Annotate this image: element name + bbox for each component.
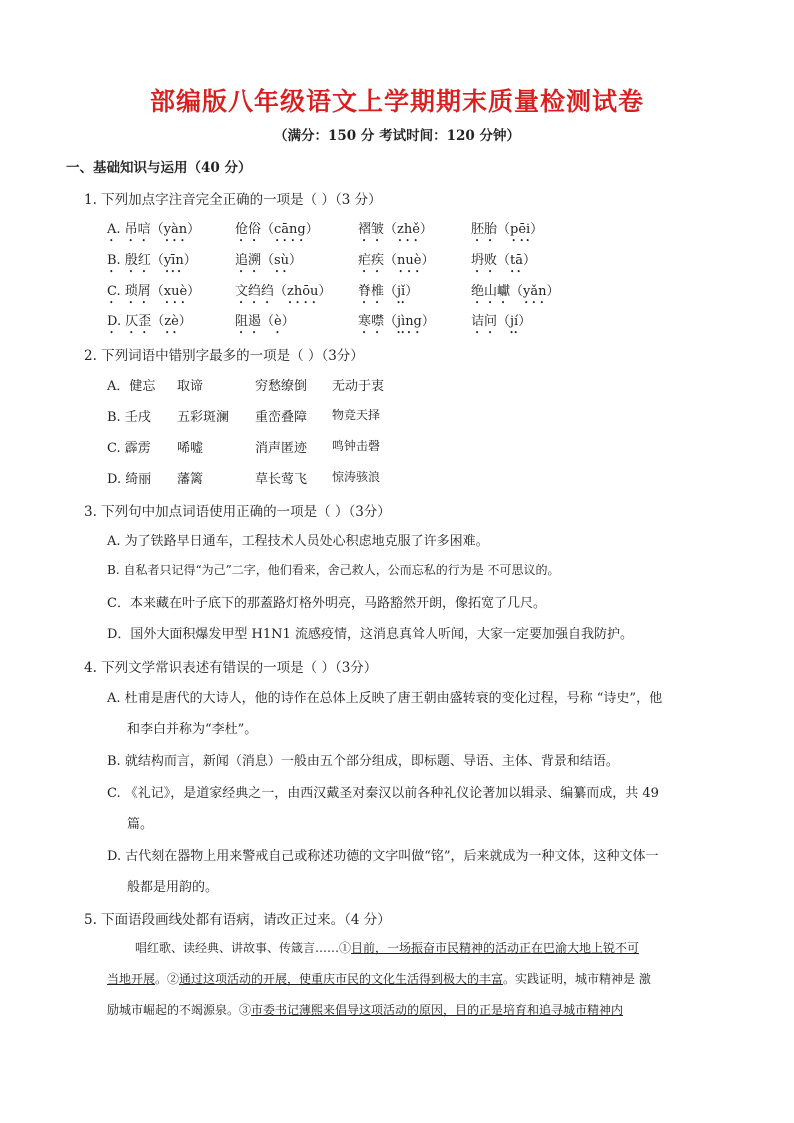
- q4-option-b: B. 就结构而言，新闻（消息）一般由五个部分组成，即标题、导语、主体、背景和结语。: [107, 754, 619, 769]
- q1-a-3: 褶皱（zhě）: [358, 222, 433, 237]
- q5-passage-line1: [135, 939, 639, 956]
- q5-underlined-3: 市委书记薄熙来倡导这项活动的原因，目的正是培育和追寻城市精神内: [251, 1003, 624, 1017]
- q5-underlined-1: 目前，一场振奋市民精神的活动正在巴渝大地上锐不可: [351, 941, 640, 955]
- q2-a-4: 无动于衷: [332, 379, 385, 394]
- q1-d-2: 阻遏（è）: [235, 314, 295, 329]
- q1-c-3: 脊椎（jǐ）: [358, 284, 419, 299]
- q5-text: 唱红歌、读经典、讲故事、传箴言……①: [135, 941, 352, 955]
- q5-underlined-2: 通过这项活动的开展，使重庆市民的文化生活得到极大的丰富: [179, 972, 504, 986]
- q2-c-2: 唏嘘: [177, 441, 204, 456]
- q2-b-4: 物竞天择: [332, 408, 381, 422]
- question-1-stem: 1. 下列加点字注音完全正确的一项是（ ）（3 分）: [84, 192, 382, 208]
- q1-a-2: 伧俗（cāng）: [235, 222, 319, 237]
- q3-option-b: B. 自私者只记得“为己”二字，他们看来，舍己救人，公而忘私的行为是 不可思议的。: [107, 563, 560, 577]
- q1-c-1: C. 琐屑（xuè）: [107, 284, 201, 299]
- page-title: 部编版八年级语文上学期期末质量检测试卷: [149, 87, 644, 116]
- q1-a-4: 胚胎（pēi）: [471, 222, 544, 237]
- q5-text: 。②: [155, 972, 180, 986]
- q5-underlined-1-end: 当地开展: [107, 972, 156, 986]
- q2-d-4: 惊涛骇浪: [332, 470, 381, 484]
- q3-option-c: C．本来藏在叶子底下的那蓋路灯格外明亮，马路豁然开朗，像拓宽了几尺。: [107, 596, 546, 611]
- q4-option-a-line1: A. 杜甫是唐代的大诗人，他的诗作在总体上反映了唐王朝由盛转衰的变化过程，号称 “诗史”，他: [107, 691, 663, 706]
- q1-b-3: 疟疾（nuè）: [358, 253, 435, 268]
- q5-text: 励城市崛起的不竭源泉。③: [107, 1003, 252, 1017]
- q2-d-3: 草长莺飞: [255, 472, 308, 487]
- q5-passage-line3: [107, 1001, 623, 1018]
- question-5-stem: 5. 下面语段画线处都有语病，请改正过来。（4 分）: [84, 912, 391, 928]
- q1-a-1: A. 吊唁（yàn）: [107, 222, 201, 237]
- q4-option-a-line2: 和李白并称为“李杜”。: [127, 722, 258, 737]
- exam-info: （满分：150 分 考试时间：120 分钟）: [274, 128, 520, 144]
- q2-a-1: A．健忘: [107, 379, 156, 394]
- q3-option-a: A. 为了铁路早日通车，工程技术人员处心积虑地克服了许多困难。: [107, 534, 489, 549]
- q1-d-3: 寒噤（jìng）: [358, 314, 435, 329]
- q1-c-2: 文绉绉（zhōu）: [235, 284, 332, 299]
- q1-b-1: B. 殷红（yīn）: [107, 253, 197, 268]
- q1-c-4: 绝山巘（yǎn）: [471, 284, 560, 299]
- q4-option-d-line1: D. 古代刻在器物上用来警戒自己或称述功德的文字叫做“铭”，后来就成为一种文体，这种文体一: [107, 849, 659, 864]
- q1-d-1: D. 仄歪（zè）: [107, 314, 192, 329]
- section-heading: 一、基础知识与运用（40 分）: [66, 160, 252, 176]
- q3-option-d: D．国外大面积爆发甲型 H1N1 流感疫情，这消息真耸人听闻，大家一定要加强自我防护。: [107, 627, 633, 642]
- q4-option-c-line2: 篇。: [127, 817, 154, 832]
- q2-c-1: C. 霹雳: [107, 441, 151, 456]
- q2-a-2: 取谛: [177, 379, 204, 394]
- q1-b-4: 坍败（tā）: [471, 253, 536, 268]
- q5-passage-line2: [107, 970, 651, 987]
- q2-d-2: 藩篱: [177, 472, 204, 487]
- q5-text: 。实践证明，城市精神是 激: [503, 972, 651, 986]
- q2-b-3: 重峦叠障: [255, 410, 308, 425]
- question-4-stem: 4. 下列文学常识表述有错误的一项是（ ）（3分）: [84, 660, 378, 676]
- q2-c-3: 消声匿迹: [255, 441, 308, 456]
- question-2-stem: 2. 下列词语中错别字最多的一项是（ ）（3分）: [84, 348, 364, 364]
- q4-option-c-line1: C. 《礼记》，是道家经典之一，由西汉戴圣对秦汉以前各种礼仪论著加以辑录、编纂而成，共 49: [107, 786, 659, 801]
- q4-option-d-line2: 般都是用韵的。: [127, 880, 219, 895]
- q2-d-1: D. 绮丽: [107, 472, 152, 487]
- q2-b-2: 五彩斑澜: [177, 410, 230, 425]
- q2-a-3: 穷愁缭倒: [255, 379, 308, 394]
- question-3-stem: 3. 下列句中加点词语使用正确的一项是（ ）（3分）: [84, 504, 391, 520]
- q2-b-1: B. 壬戌: [107, 410, 151, 425]
- q2-c-4: 鸣钟击磬: [332, 439, 381, 453]
- q1-d-4: 诘问（jí）: [471, 314, 532, 329]
- q1-b-2: 追溯（sù）: [235, 253, 303, 268]
